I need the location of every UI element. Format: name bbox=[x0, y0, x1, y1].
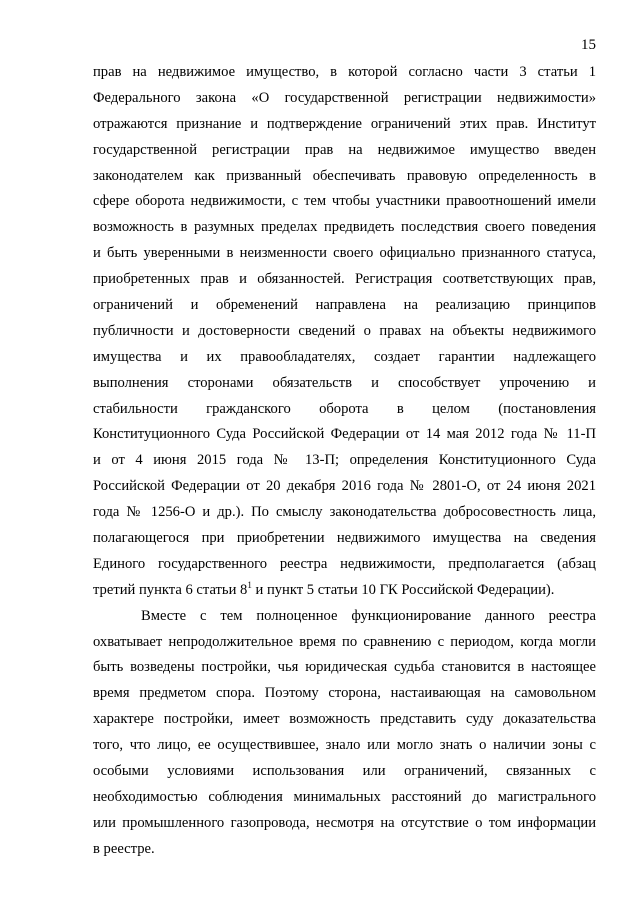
text-line: полагающегося при приобретении недвижимого имущества на сведения bbox=[93, 530, 596, 547]
text-line bbox=[93, 578, 596, 604]
text-line: выполнения сторонами обязательств и способствует упрочению и bbox=[93, 374, 596, 391]
text-line: публичности и достоверности сведений о правах на объекты недвижимого bbox=[93, 322, 596, 339]
text-line: особыми условиями использования или ограничений, связанных с bbox=[93, 763, 596, 780]
text-line: характере постройки, имеет возможность представить суду доказательства bbox=[93, 711, 596, 728]
text-line: Единого государственного реестра недвижимости, предполагается (абзац bbox=[93, 555, 596, 572]
text-line: приобретенных прав и обязанностей. Регистрация соответствующих прав, bbox=[93, 271, 596, 288]
text-line: охватывает непродолжительное время по сравнению с периодом, когда могли bbox=[93, 633, 596, 650]
text-line: имущества и их правообладателях, создает гарантии надлежащего bbox=[93, 348, 596, 365]
text-line: государственной регистрации прав на недвижимое имущество введен bbox=[93, 141, 596, 158]
text-line: и быть уверенными в неизменности своего официально признанного статуса, bbox=[93, 245, 596, 262]
page-number: 15 bbox=[581, 37, 596, 53]
text-line: и от 4 июня 2015 года № 13-П; определения Конституционного Суда bbox=[93, 452, 596, 469]
text-line: Вместе с тем полноценное функционирование данного реестра bbox=[141, 607, 596, 624]
text-line: Российской Федерации от 20 декабря 2016 года № 2801-О, от 24 июня 2021 bbox=[93, 478, 596, 495]
text-line: время предметом спора. Поэтому сторона, настаивающая на самовольном bbox=[93, 685, 596, 702]
text-line: отражаются признание и подтверждение ограничений этих прав. Институт bbox=[93, 115, 596, 132]
text-line: в реестре. bbox=[93, 840, 155, 857]
paragraph bbox=[93, 60, 596, 604]
text-line: Федерального закона «О государственной регистрации недвижимости» bbox=[93, 89, 596, 106]
text-line: прав на недвижимое имущество, в которой согласно части 3 статьи 1 bbox=[93, 64, 596, 80]
superscript: 1 bbox=[247, 579, 252, 590]
text-line: быть возведены постройки, чья юридическая судьба становится в настоящее bbox=[93, 659, 596, 676]
text-line: законодателем как призванный обеспечивать правовую определенность в bbox=[93, 167, 596, 184]
text-line: стабильности гражданского оборота в целом (постановления bbox=[93, 400, 596, 417]
text-line: необходимостью соблюдения минимальных расстояний до магистрального bbox=[93, 788, 596, 805]
text-fragment: и пункт 5 статьи 10 ГК Российской Федерации). bbox=[251, 581, 555, 598]
text-fragment: третий пункта 6 статьи 8 bbox=[93, 581, 248, 598]
text-line: того, что лицо, ее осуществившее, знало или могло знать о наличии зоны с bbox=[93, 737, 596, 754]
text-line: года № 1256-О и др.). По смыслу законодательства добросовестность лица, bbox=[93, 504, 596, 521]
text-line: ограничений и обременений направлена на реализацию принципов bbox=[93, 297, 596, 314]
paragraph bbox=[93, 604, 596, 863]
text-line: сфере оборота недвижимости, с тем чтобы участники правоотношений имели bbox=[93, 193, 596, 210]
text-line: возможность в разумных пределах предвидеть последствия своего поведения bbox=[93, 219, 596, 236]
text-line: Конституционного Суда Российской Федерации от 14 мая 2012 года № 11-П bbox=[93, 426, 596, 443]
text-line: или промышленного газопровода, несмотря на отсутствие о том информации bbox=[93, 814, 596, 831]
document-body bbox=[93, 60, 596, 863]
